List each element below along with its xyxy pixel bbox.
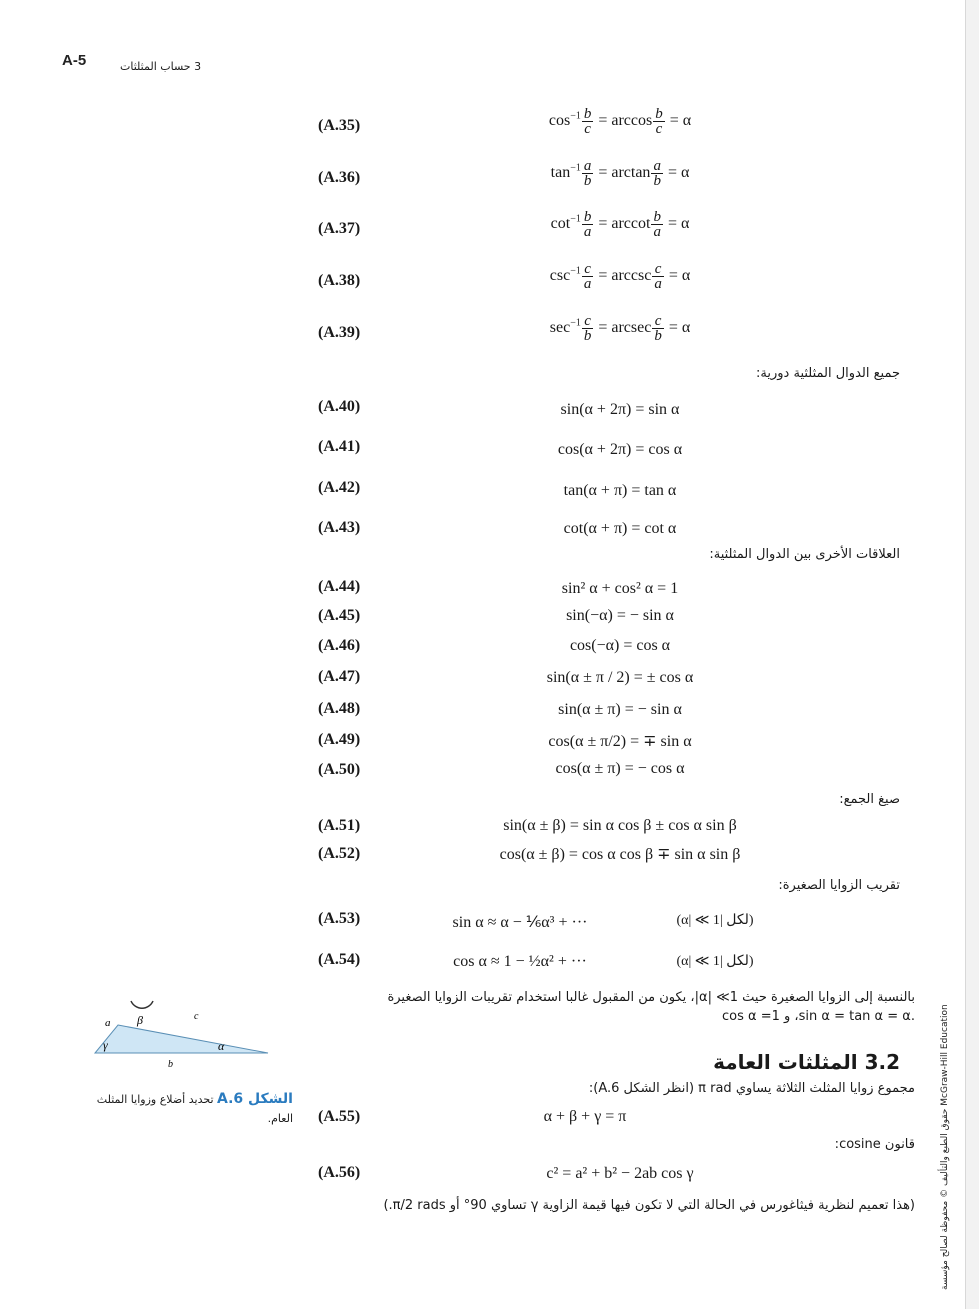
small-angle-note: بالنسبة إلى الزوايا الصغيرة حيث 1≫ |α|، يكون من المقبول غالبا استخدام تقريبات الزوايا الصغيرة	[387, 990, 915, 1005]
eq-number: (A.49)	[318, 731, 361, 748]
eq-number: (A.46)	[318, 637, 361, 654]
eq-number: (A.43)	[318, 519, 361, 536]
equation: cos(α + 2π) = cos α	[557, 441, 683, 458]
periodic-title: جميع الدوال المثلثية دورية:	[756, 366, 900, 381]
condition: (لكل |α| ≪ 1)	[676, 913, 754, 928]
equation: sin α ≈ α − ⅙α³ + ···	[452, 914, 588, 931]
page-code: A-5	[62, 52, 87, 69]
eq-number: (A.36)	[318, 169, 361, 186]
eq-number: (A.52)	[318, 845, 361, 862]
equation: sin² α + cos² α = 1	[561, 580, 679, 597]
label-alpha: α	[218, 1039, 225, 1053]
eq-number: (A.55)	[318, 1108, 361, 1125]
triangle-figure	[90, 995, 280, 1070]
eq-number: (A.48)	[318, 700, 361, 717]
equation: c² = a² + b² − 2ab cos γ	[546, 1165, 694, 1182]
eq-number: (A.38)	[318, 272, 361, 289]
eq-number: (A.50)	[318, 761, 361, 778]
equation: cos α ≈ 1 − ½α² + ···	[453, 953, 587, 970]
figure-caption	[78, 1090, 293, 1128]
addition-title: صيغ الجمع:	[839, 792, 900, 807]
eq-number: (A.53)	[318, 910, 361, 927]
angle-sum-text: مجموع زوايا المثلث الثلاثة يساوي π rad (انظر الشكل A.6):	[588, 1081, 915, 1096]
beta-arc	[131, 1001, 153, 1008]
inverse-equation: $\csc^{-1}$ $\frac{c}{a}$ = arccsc $\frac{c}{a}$ = α	[549, 261, 691, 292]
equation: sin(α + 2π) = sin α	[560, 401, 680, 418]
eq-number: (A.44)	[318, 578, 361, 595]
section-heading: 3.2 المثلثات العامة	[713, 1050, 900, 1074]
label-b: b	[168, 1059, 173, 1070]
eq-number: (A.45)	[318, 607, 361, 624]
label-a: a	[105, 1017, 111, 1029]
label-gamma: γ	[103, 1038, 108, 1052]
equation: sin(−α) = − sin α	[566, 607, 674, 624]
figure-caption-text: تحديد أضلاع وزوايا المثلث العام.	[96, 1093, 293, 1125]
eq-number: (A.40)	[318, 398, 361, 415]
inverse-equation: $\cos^{-1}$ $\frac{b}{c}$ = arccos $\frac{b}{c}$ = α	[548, 106, 692, 137]
inverse-equation: $\tan^{-1}$ $\frac{a}{b}$ = arctan $\frac{a}{b}$ = α	[550, 158, 690, 189]
pythagoras-note: (هذا تعميم لنظرية فيثاغورس في الحالة التي لا تكون فيها قيمة الزاوية γ تساوي 90° أو π/2 rads.)	[383, 1198, 915, 1213]
small-angle-note-2: .sin α = tan α = α، و cos α =1	[722, 1009, 915, 1024]
eq-number: (A.42)	[318, 479, 361, 496]
equation: α + β + γ = π	[543, 1108, 627, 1125]
cosine-text: قانون cosine:	[834, 1137, 915, 1152]
eq-number: (A.54)	[318, 951, 361, 968]
equation: sin(α ± π / 2) = ± cos α	[546, 669, 694, 686]
equation: cot(α + π) = cot α	[563, 520, 677, 537]
equation: cos(α ± π/2) = ∓ sin α	[548, 733, 692, 750]
equation: cos(α ± β) = cos α cos β ∓ sin α sin β	[499, 846, 741, 863]
label-c: c	[194, 1011, 199, 1022]
running-header: 3 حساب المثلثات	[120, 60, 202, 73]
small-angle-title: تقريب الزوايا الصغيرة:	[778, 878, 900, 893]
inverse-equation: $\cot^{-1}$ $\frac{b}{a}$ = arccot $\frac{b}{a}$ = α	[550, 209, 690, 240]
eq-number: (A.56)	[318, 1164, 361, 1181]
equation: cos(α ± π) = − cos α	[555, 760, 685, 777]
figure-label: الشكل A.6	[217, 1091, 293, 1107]
eq-number: (A.51)	[318, 817, 361, 834]
copyright-side-note: حقوق الطبع والتأليف © محفوظة لصالح مؤسسة McGraw-Hill Education	[940, 1004, 950, 1290]
equation: cos(−α) = cos α	[569, 637, 671, 654]
eq-number: (A.35)	[318, 117, 361, 134]
equation: sin(α ± π) = − sin α	[558, 701, 682, 718]
inverse-equation: $\sec^{-1}$ $\frac{c}{b}$ = arcsec $\frac{c}{b}$ = α	[549, 313, 691, 344]
label-beta: β	[137, 1013, 143, 1027]
eq-number: (A.39)	[318, 324, 361, 341]
eq-number: (A.37)	[318, 220, 361, 237]
eq-number: (A.41)	[318, 438, 361, 455]
condition: (لكل |α| ≪ 1)	[676, 954, 754, 969]
eq-number: (A.47)	[318, 668, 361, 685]
equation: tan(α + π) = tan α	[563, 482, 677, 499]
relations-title: العلاقات الأخرى بين الدوال المثلثية:	[709, 547, 900, 562]
triangle-shape	[95, 1025, 268, 1053]
equation: sin(α ± β) = sin α cos β ± cos α sin β	[503, 817, 737, 834]
